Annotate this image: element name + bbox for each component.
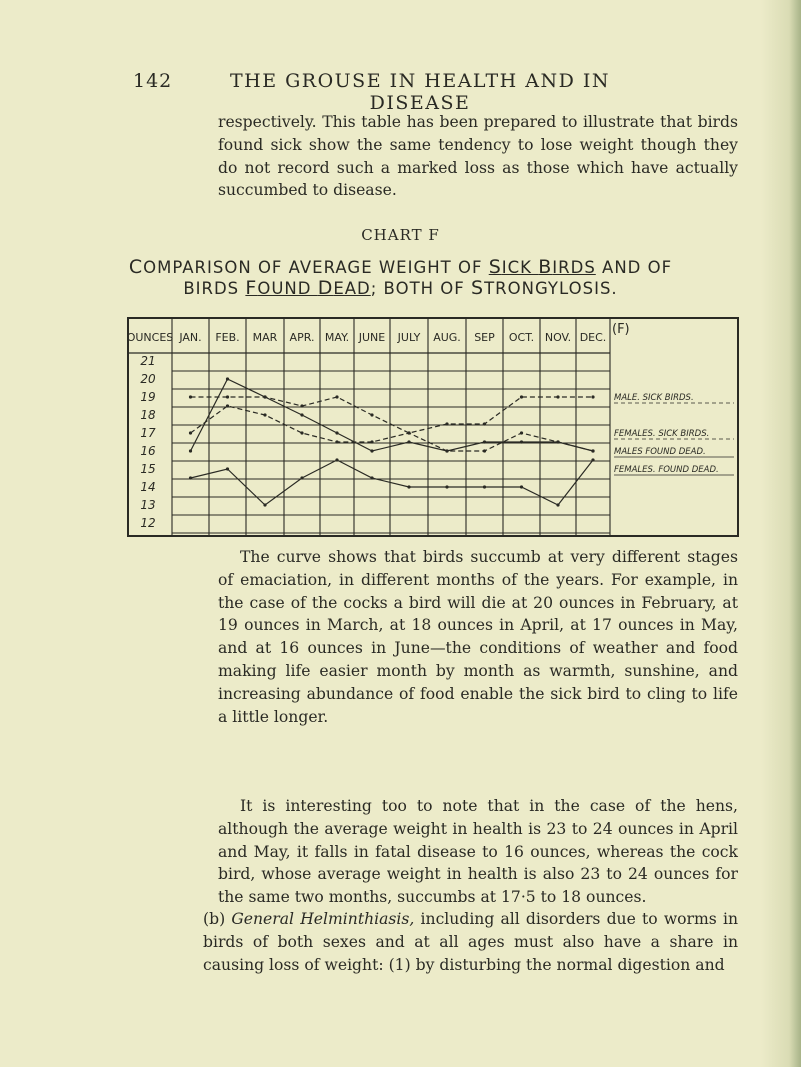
y-tick-label: 13 [140, 498, 156, 512]
ounces-header: OUNCES [126, 331, 174, 344]
series-point [483, 485, 486, 488]
body-paragraph-2: It is interesting too to note that in the case of the hens, although the average weight in health is 23 to 24 ounces in April and May, it falls in fatal disease to 16 ounces, whereas the cock bird, whose average weight in health is also 23 to 24 ounces for the same two months, succumbs at 17·5 to 18 ounces. [218, 797, 738, 907]
series-point [591, 395, 594, 398]
month-label: OCT. [508, 331, 535, 344]
series-point [407, 440, 410, 443]
series-point [263, 395, 266, 398]
legend-label: FEMALES. SICK BIRDS. [614, 429, 710, 439]
y-tick-label: 20 [140, 372, 156, 386]
legend-label: MALES FOUND DEAD. [614, 447, 706, 457]
series-point [407, 431, 410, 434]
series-line [191, 406, 594, 451]
series-point [226, 404, 229, 407]
legend-label: MALE. SICK BIRDS. [614, 393, 694, 403]
series-point [226, 467, 229, 470]
series-point [189, 449, 192, 452]
month-headers [178, 331, 606, 344]
month-label: APR. [289, 331, 315, 344]
series-point [335, 458, 338, 461]
month-label: MAY. [324, 331, 350, 344]
series-line [191, 397, 594, 433]
caption-line-2: BIRDS FOUND DEAD; BOTH OF STRONGYLOSIS. [183, 277, 618, 299]
series-point [591, 449, 594, 452]
series-point [370, 449, 373, 452]
series-point [520, 485, 523, 488]
chart-grid [172, 318, 610, 536]
chart-frame [128, 318, 738, 536]
series-point [556, 503, 559, 506]
chart-label: CHART F [361, 226, 440, 244]
legend [614, 393, 734, 475]
series-point [520, 440, 523, 443]
series-point [189, 476, 192, 479]
page-header [0, 70, 801, 114]
series-point [407, 485, 410, 488]
series-point [300, 413, 303, 416]
chart-caption [0, 257, 801, 299]
y-tick-label: 14 [140, 480, 156, 494]
series-point [556, 440, 559, 443]
series-point [445, 422, 448, 425]
legend-label: FEMALES. FOUND DEAD. [614, 465, 719, 475]
page-edge-shadow [761, 0, 801, 1067]
intro-paragraph: respectively. This table has been prepared to illustrate that birds found sick show the same tendency to lose weight though they do not record such a marked loss as those which have actually succumbed to disease. [218, 113, 738, 200]
series-point [189, 395, 192, 398]
series-point [263, 395, 266, 398]
series-lines [189, 377, 595, 506]
y-tick-labels [140, 354, 156, 530]
month-label: AUG. [433, 331, 461, 344]
series-point [370, 476, 373, 479]
y-tick-label: 19 [140, 390, 156, 404]
series-point [483, 422, 486, 425]
series-point [335, 431, 338, 434]
series-point [483, 449, 486, 452]
item-text: including all disorders due to worms in birds of both sexes and at all ages must also have a share in causing loss of weight: (1) by disturbing the normal digestion and [203, 910, 738, 974]
month-label: MAR [252, 331, 278, 344]
series-point [370, 413, 373, 416]
series-point [591, 458, 594, 461]
item-label: (b) [203, 910, 226, 928]
page-number: 142 [133, 70, 173, 92]
month-label: JUNE [358, 331, 386, 344]
y-tick-label: 17 [140, 426, 156, 440]
y-tick-label: 12 [140, 516, 156, 530]
series-point [300, 404, 303, 407]
body-paragraph-3 [203, 908, 738, 976]
series-line [191, 460, 594, 505]
series-point [520, 395, 523, 398]
month-label: JULY [397, 331, 421, 344]
y-tick-label: 18 [140, 408, 156, 422]
y-tick-label: 21 [140, 354, 156, 368]
series-point [189, 431, 192, 434]
series-point [556, 395, 559, 398]
series-point [263, 413, 266, 416]
series-point [226, 395, 229, 398]
body-paragraph-1: The curve shows that birds succumb at very different stages of emaciation, in different months of the years. For example, in the case of the cocks a bird will die at 20 ounces in February, at 19 ounces in March, at 18 ounces in April, at 17 ounces in May, and at 16 ounces in June—the conditions of weather and food making life easier month by month as warmth, sunshine, and increasing abundance of food enable the sick bird to cling to life a little longer. [218, 548, 738, 726]
chart-tag: (F) [612, 322, 630, 337]
series-point [520, 431, 523, 434]
series-line [191, 379, 594, 451]
series-point [445, 449, 448, 452]
month-label: SEP [474, 331, 495, 344]
y-tick-label: 16 [140, 444, 156, 458]
month-label: NOV. [544, 331, 572, 344]
series-point [483, 440, 486, 443]
series-point [591, 449, 594, 452]
series-point [556, 440, 559, 443]
series-point [300, 476, 303, 479]
item-title: General Helminthiasis, [231, 910, 415, 928]
month-label: DEC. [579, 331, 607, 344]
y-tick-label: 15 [140, 462, 156, 476]
series-point [335, 440, 338, 443]
series-point [407, 431, 410, 434]
series-point [335, 395, 338, 398]
series-point [263, 503, 266, 506]
month-label: JAN. [179, 331, 202, 344]
caption-line-1: COMPARISON OF AVERAGE WEIGHT OF SICK BIRDS AND OF [128, 256, 673, 278]
series-point [226, 377, 229, 380]
running-title: THE GROUSE IN HEALTH AND IN DISEASE [229, 70, 611, 114]
series-point [445, 449, 448, 452]
month-label: FEB. [215, 331, 240, 344]
series-point [300, 431, 303, 434]
series-point [445, 485, 448, 488]
series-point [370, 440, 373, 443]
